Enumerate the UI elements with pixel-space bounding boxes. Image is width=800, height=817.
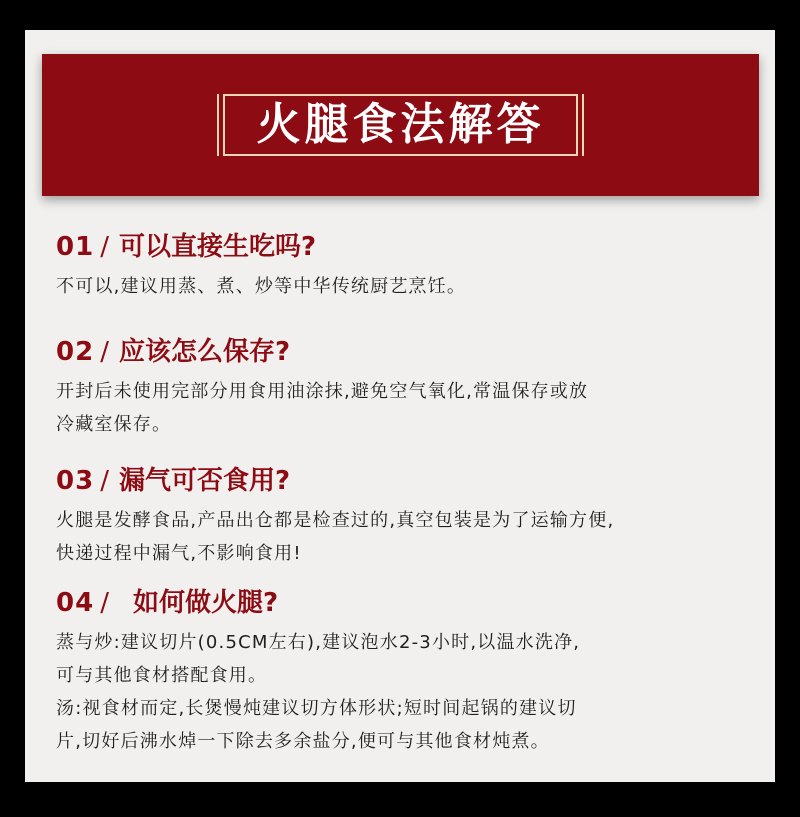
question-heading	[56, 230, 756, 264]
question-number: 03	[56, 466, 95, 496]
qa-item-01	[56, 230, 756, 303]
answer-line: 汤:视食材而定,长煲慢炖建议切方体形状;短时间起锅的建议切	[56, 698, 577, 719]
question-heading	[56, 586, 756, 620]
question-slash: /	[100, 588, 109, 618]
question-heading	[56, 335, 756, 369]
answer-text	[56, 270, 756, 303]
question-slash: /	[100, 232, 109, 262]
qa-item-02	[56, 335, 756, 441]
answer-line: 蒸与炒:建议切片(0.5CM左右),建议泡水2-3小时,以温水洗净,	[56, 632, 581, 653]
answer-line: 火腿是发酵食品,产品出仓都是检查过的,真空包装是为了运输方便,	[56, 510, 615, 531]
answer-line: 可与其他食材搭配食用。	[56, 665, 268, 686]
question-number: 02	[56, 337, 95, 367]
qa-item-04	[56, 586, 756, 758]
question-text: 漏气可否食用?	[118, 466, 291, 496]
question-number: 01	[56, 232, 95, 262]
paper-background	[25, 30, 775, 782]
title-frame	[217, 94, 584, 156]
answer-text	[56, 626, 756, 758]
title-banner	[42, 54, 759, 196]
answer-line: 片,切好后沸水焯一下除去多余盐分,便可与其他食材炖煮。	[56, 731, 550, 752]
answer-line: 快递过程中漏气,不影响食用!	[56, 543, 302, 564]
answer-line: 冷藏室保存。	[56, 414, 172, 435]
question-slash: /	[100, 466, 109, 496]
page-title: 火腿食法解答	[256, 99, 545, 150]
answer-text	[56, 504, 756, 570]
question-text: 如何做火腿?	[132, 588, 279, 618]
question-number: 04	[56, 588, 95, 618]
question-text: 应该怎么保存?	[118, 337, 291, 367]
answer-text	[56, 375, 756, 441]
question-slash: /	[100, 337, 109, 367]
answer-line: 不可以,建议用蒸、煮、炒等中华传统厨艺烹饪。	[56, 276, 467, 297]
qa-item-03	[56, 464, 756, 570]
question-text: 可以直接生吃吗?	[118, 232, 317, 262]
answer-line: 开封后未使用完部分用食用油涂抹,避免空气氧化,常温保存或放	[56, 381, 589, 402]
question-heading	[56, 464, 756, 498]
